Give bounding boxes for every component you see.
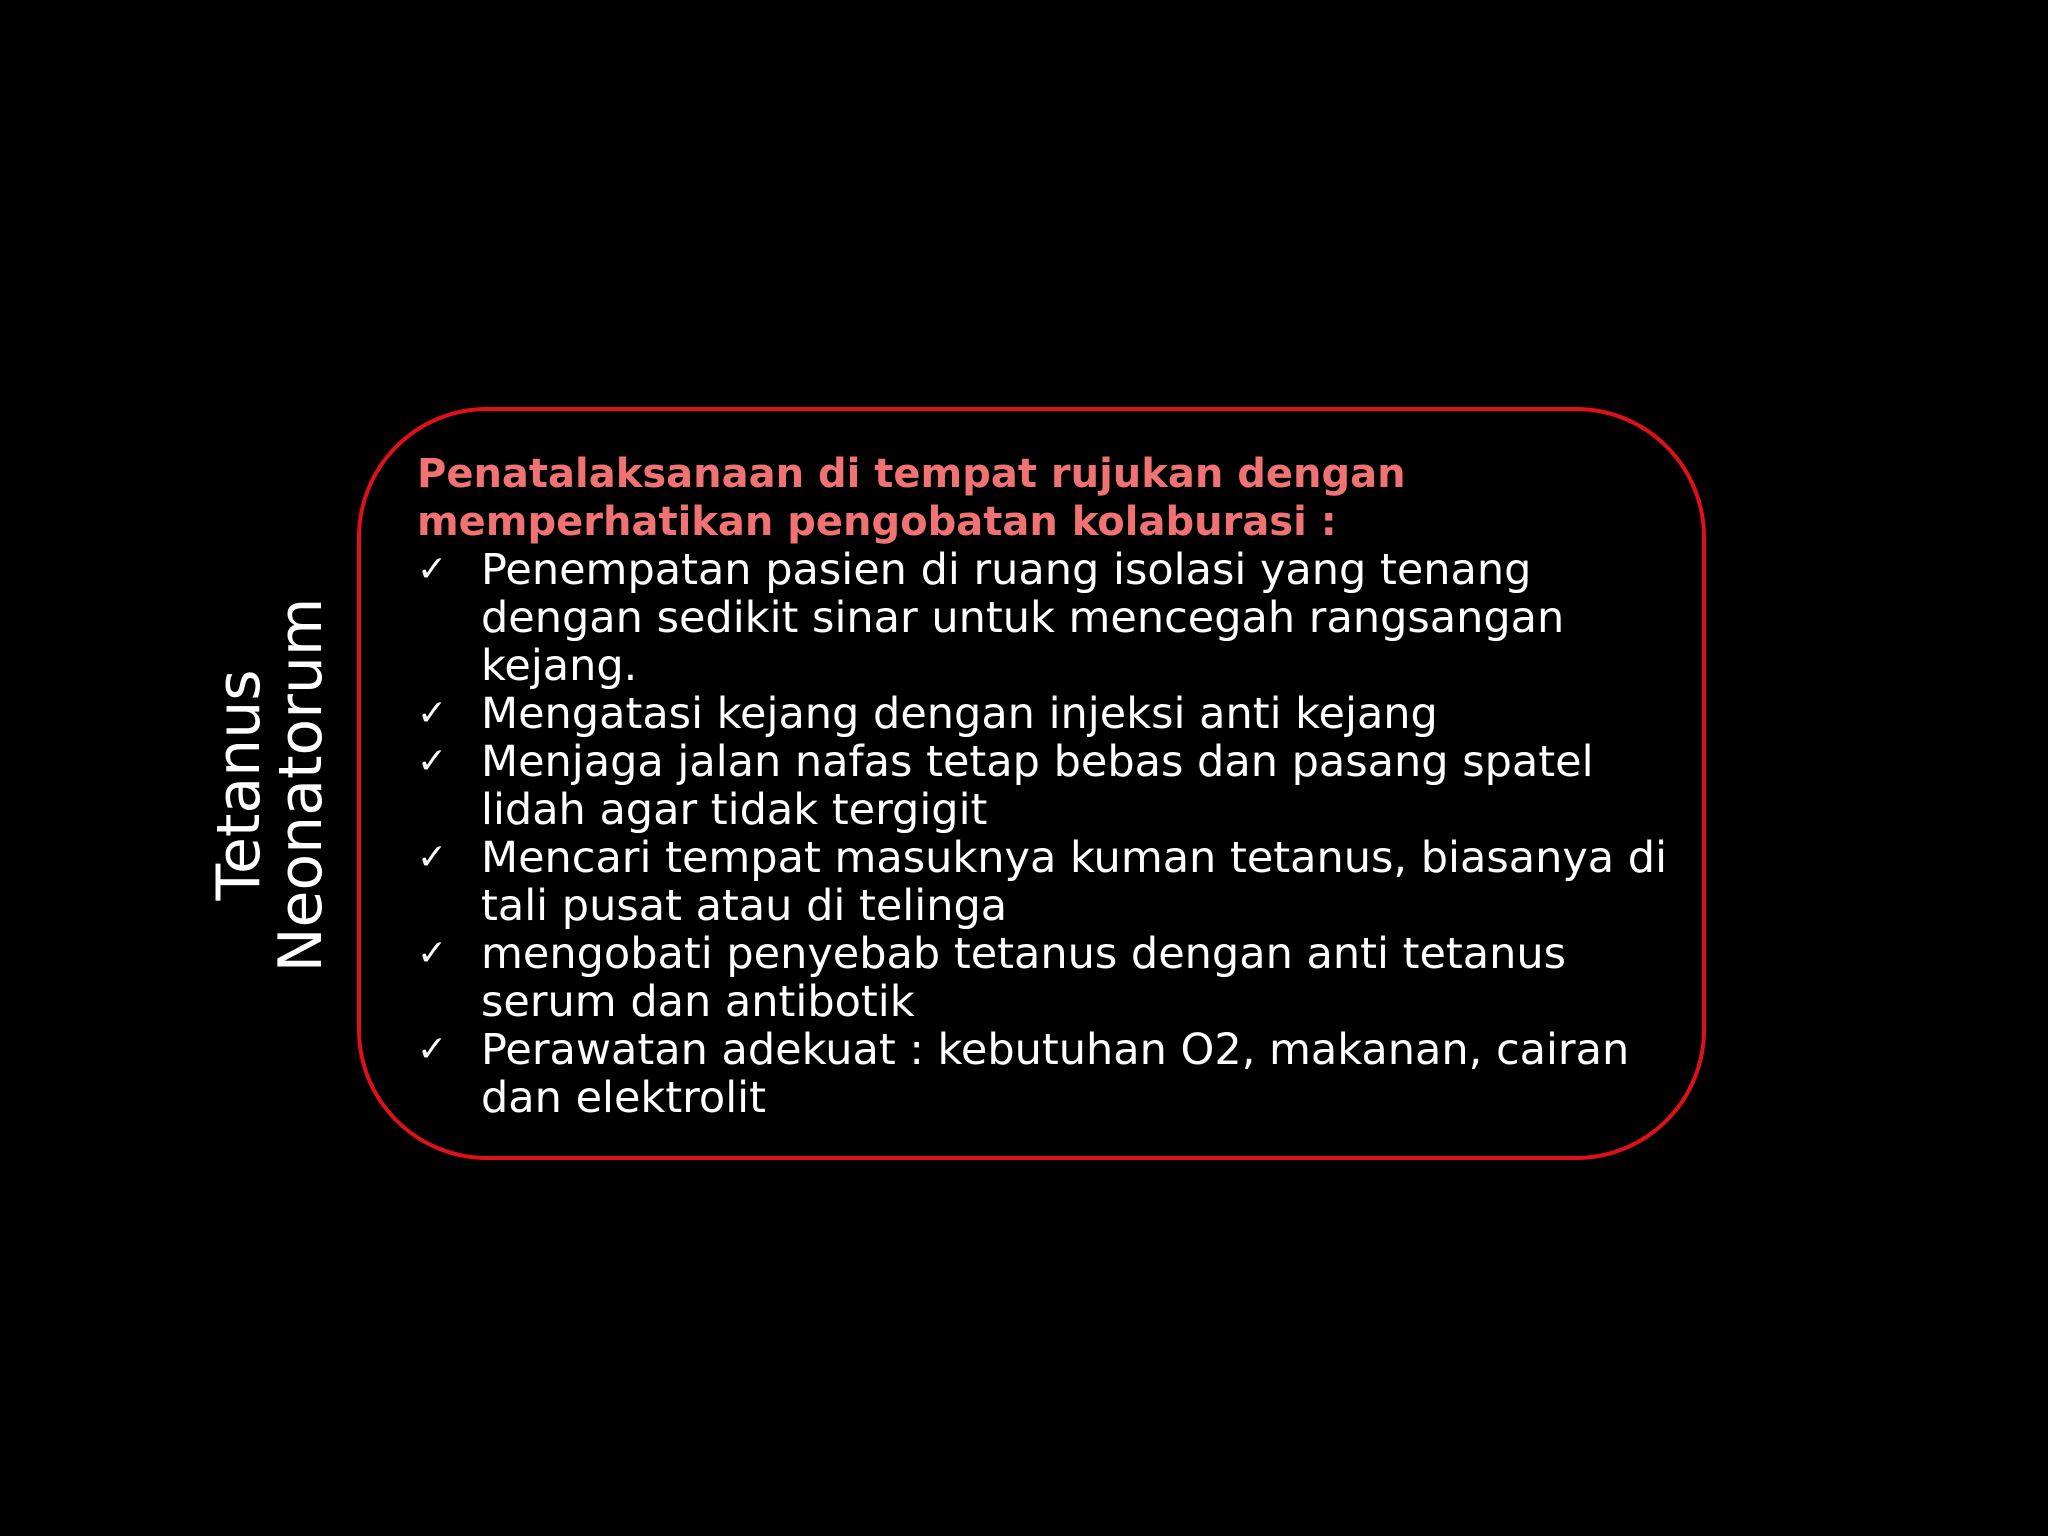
checklist-item-text: Menjaga jalan nafas tetap bebas dan pasang spatel lidah agar tidak tergigit xyxy=(481,737,1594,835)
checklist-item-text: Mengatasi kejang dengan injeksi anti kejang xyxy=(481,689,1438,739)
check-icon: ✓ xyxy=(417,549,448,590)
checklist-item-text: Perawatan adekuat : kebutuhan O2, makanan, cairan dan elektrolit xyxy=(481,1025,1630,1123)
checklist-item-text: mengobati penyebab tetanus dengan anti tetanus serum dan antibotik xyxy=(481,929,1567,1027)
check-icon: ✓ xyxy=(417,837,448,878)
side-title-line-1: Tetanus xyxy=(204,669,274,901)
panel-heading-line-1: Penatalaksanaan di tempat rujukan dengan xyxy=(417,451,1406,497)
check-icon: ✓ xyxy=(417,693,448,734)
check-icon: ✓ xyxy=(417,1029,448,1070)
side-title-line-2: Neonatorum xyxy=(266,597,336,973)
checklist-item xyxy=(417,546,1677,690)
check-icon: ✓ xyxy=(417,933,448,974)
checklist-item xyxy=(417,930,1677,1026)
side-title xyxy=(200,560,340,1010)
checklist-item xyxy=(417,738,1677,834)
checklist-item-text: Mencari tempat masuknya kuman tetanus, biasanya di tali pusat atau di telinga xyxy=(481,833,1668,931)
panel-heading xyxy=(417,450,1677,546)
checklist-item xyxy=(417,1026,1677,1122)
side-title-text xyxy=(204,555,336,1015)
check-icon: ✓ xyxy=(417,741,448,782)
panel-content xyxy=(417,450,1677,1122)
checklist xyxy=(417,546,1677,1122)
panel-heading-line-2: memperhatikan pengobatan kolaburasi : xyxy=(417,499,1337,545)
checklist-item-text: Penempatan pasien di ruang isolasi yang tenang dengan sedikit sinar untuk mencegah rangsangan kejang. xyxy=(481,545,1565,691)
checklist-item xyxy=(417,834,1677,930)
checklist-item xyxy=(417,690,1677,738)
